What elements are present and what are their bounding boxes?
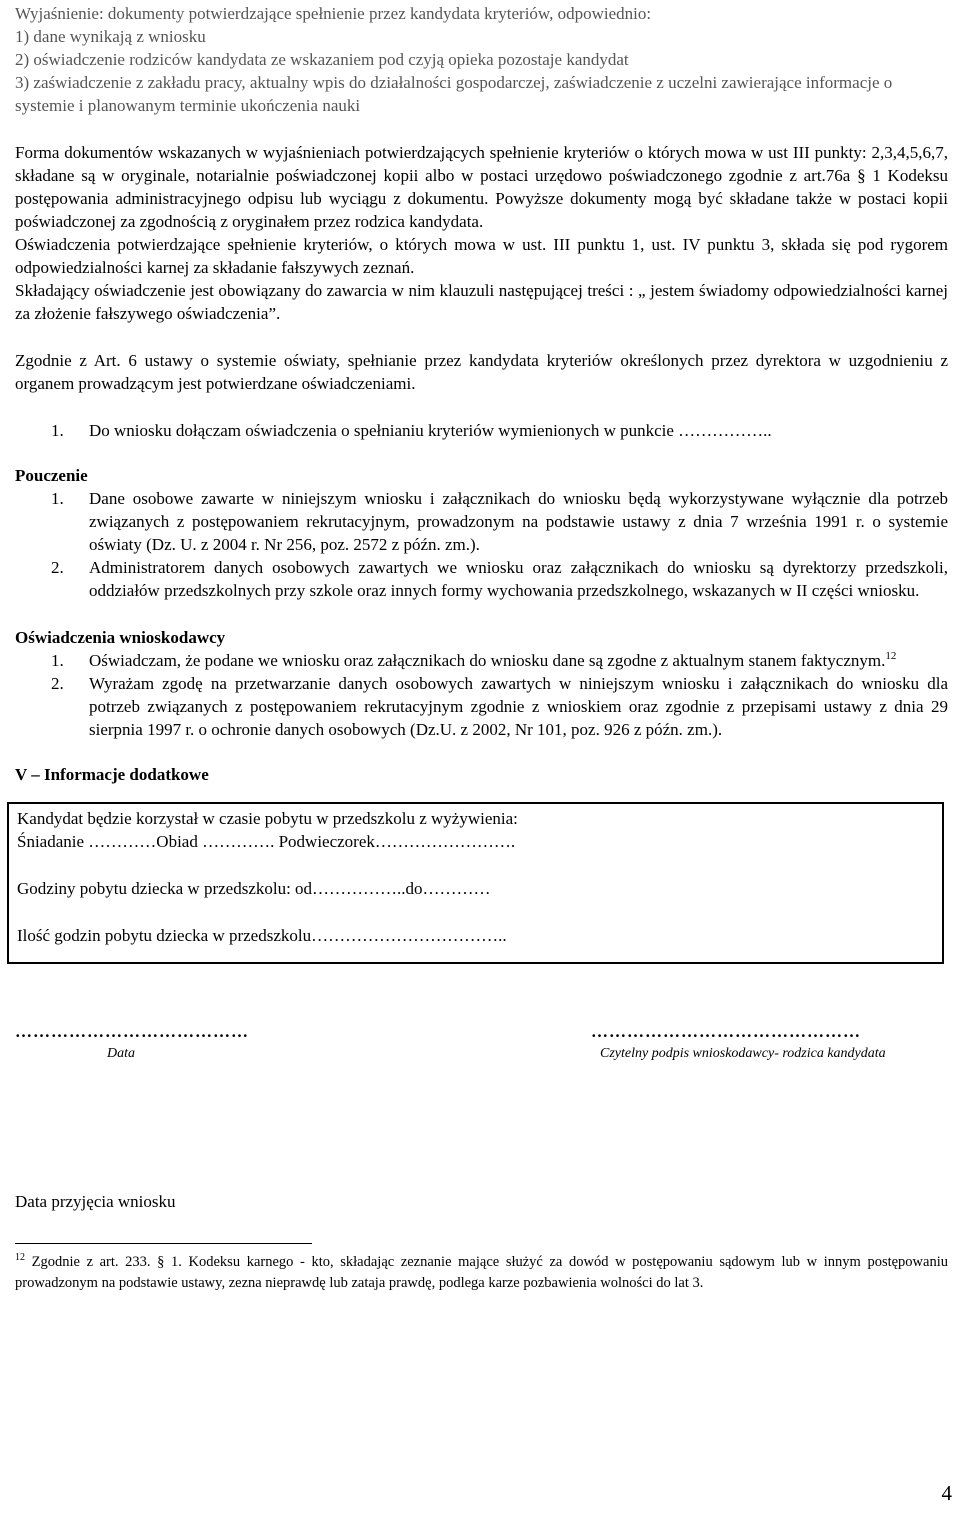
list-item: [15, 487, 948, 556]
footnote: [15, 1252, 948, 1294]
intro-section: [15, 2, 948, 117]
list-number: 1.: [51, 651, 64, 670]
klauzula-paragraph: Składający oświadczenie jest obowiązany do zawarcia w nim klauzuli następującej treści : „ jestem świadomy odpowiedzialności karnej za złożenie fałszywego oświadczenia”.: [15, 281, 948, 323]
oswiadczenia-rygor-paragraph: Oświadczenia potwierdzające spełnienie kryteriów, o których mowa w ust. III punktu 1, ust. IV punktu 3, składa się pod rygorem odpowiedzialności karnej za składanie fałszywych zeznań.: [15, 235, 948, 277]
meals-question: Kandydat będzie korzystał w czasie pobytu w przedszkolu z wyżywienia:: [17, 809, 518, 828]
attachments-text: Do wniosku dołączam oświadczenia o spełnianiu kryteriów wymienionych w punkcie ……………..: [89, 421, 772, 440]
list-number: 1.: [51, 489, 64, 508]
date-signature-line[interactable]: …………………………………: [15, 1022, 249, 1041]
pouczenie-section: [15, 464, 948, 602]
list-item: [15, 649, 948, 672]
oswiadczenia-section: [15, 626, 948, 741]
pouczenie-heading: Pouczenie: [15, 466, 88, 485]
forma-paragraph: Forma dokumentów wskazanych w wyjaśnieniach potwierdzających spełnienie kryteriów o których mowa w ust III punkty: 2,3,4,5,6,7, składane są w oryginale, notarialnie poświadczonej kopii albo w postaci urzędowo poświadczonego zgodnie z art.76a § 1 Kodeksu postępowania administracyjnego odpisu lub wyciągu z dokumentu. Powyższe dokumenty mogą być składane także w postaci kopii poświadczonej za zgodnością z oryginałem przez rodzica kandydata.: [15, 143, 948, 231]
intro-line: 3) zaświadczenie z zakładu pracy, aktualny wpis do działalności gospodarczej, zaświadczenie z uczelni zawierające informacje o systemie i planowanym terminie ukończenia nauki: [15, 73, 893, 115]
oswiadczam-text: Oświadczam, że podane we wniosku oraz załącznikach do wniosku dane są zgodne z aktualnym stanem faktycznym.: [89, 651, 886, 670]
forma-section: [15, 141, 948, 325]
hours-field[interactable]: Godziny pobytu dziecka w przedszkolu: od……………..do…………: [17, 879, 491, 898]
list-number: 2.: [51, 558, 64, 577]
list-item-text: [89, 649, 948, 672]
footnote-number: 12: [15, 1252, 25, 1263]
list-item: [15, 556, 948, 602]
intro-line: Wyjaśnienie: dokumenty potwierdzające spełnienie przez kandydata kryteriów, odpowiednio:: [15, 4, 652, 23]
list-item-text: Administratorem danych osobowych zawartych we wniosku oraz załącznikach do wniosku są dyrektorzy przedszkoli, oddziałów przedszkolnych przy szkole oraz innych formy wychowania przedszkolnego, wskazanych w II części wniosku.: [89, 558, 948, 600]
list-item-text: Dane osobowe zawarte w niniejszym wniosku i załącznikach do wniosku będą wykorzystywane wyłącznie dla potrzeb związanych z postępowaniem rekrutacyjnym, prowadzonym na podstawie ustawy z dnia 7 września 1991 r. o systemie oświaty (Dz. U. z 2004 r. Nr 256, poz. 2572 z późn. zm.).: [89, 489, 948, 554]
list-number: 2.: [51, 674, 64, 693]
parent-signature-label: Czytelny podpis wnioskodawcy- rodzica kandydata: [600, 1046, 886, 1061]
footnote-ref[interactable]: 12: [885, 650, 897, 662]
data-przyjecia-label: Data przyjęcia wniosku: [15, 1192, 176, 1211]
attachments-item: [15, 419, 948, 442]
intro-line: 1) dane wynikają z wniosku: [15, 27, 206, 46]
list-item-text: Wyrażam zgodę na przetwarzanie danych osobowych zawartych w niniejszym wniosku i załącznikach do wniosku dla potrzeb związanych z postępowaniem rekrutacyjnym zgodnie z wnioskiem oraz zgodnie z przepisami ustawy z dnia 29 sierpnia 1997 r. o ochronie danych osobowych (Dz.U. z 2002, Nr 101, poz. 926 z późn. zm.).: [89, 674, 948, 739]
date-label: Data: [107, 1046, 135, 1061]
page-number: 4: [941, 1481, 952, 1505]
list-number: 1.: [51, 421, 64, 440]
oswiadczenia-heading: Oświadczenia wnioskodawcy: [15, 628, 226, 647]
additional-info-box: [7, 802, 944, 964]
list-item: [15, 672, 948, 741]
document-page: [15, 2, 948, 1294]
hours-count-field[interactable]: Ilość godzin pobytu dziecka w przedszkolu……………………………..: [17, 926, 507, 945]
intro-line: 2) oświadczenie rodziców kandydata ze wskazaniem pod czyją opieka pozostaje kandydat: [15, 50, 629, 69]
footnote-divider: [15, 1243, 312, 1244]
parent-signature-line[interactable]: ………………………………………: [591, 1022, 861, 1041]
meals-field[interactable]: Śniadanie …………Obiad …………. Podwieczorek…………………….: [17, 832, 516, 851]
zgodnie-paragraph: Zgodnie z Art. 6 ustawy o systemie oświaty, spełnianie przez kandydata kryteriów określonych przez dyrektora w uzgodnieniu z organem prowadzącym jest potwierdzane oświadczeniami.: [15, 351, 948, 393]
section-v-heading: V – Informacje dodatkowe: [15, 765, 209, 784]
signature-row: [15, 1020, 948, 1060]
footnote-text: Zgodnie z art. 233. § 1. Kodeksu karnego - kto, składając zeznanie mające służyć za dowód w postępowaniu sądowym lub w innym postępowaniu prowadzonym na podstawie ustawy, zezna nieprawdę lub zataja prawdę, podlega karze pozbawienia wolności do lat 3.: [15, 1254, 948, 1291]
